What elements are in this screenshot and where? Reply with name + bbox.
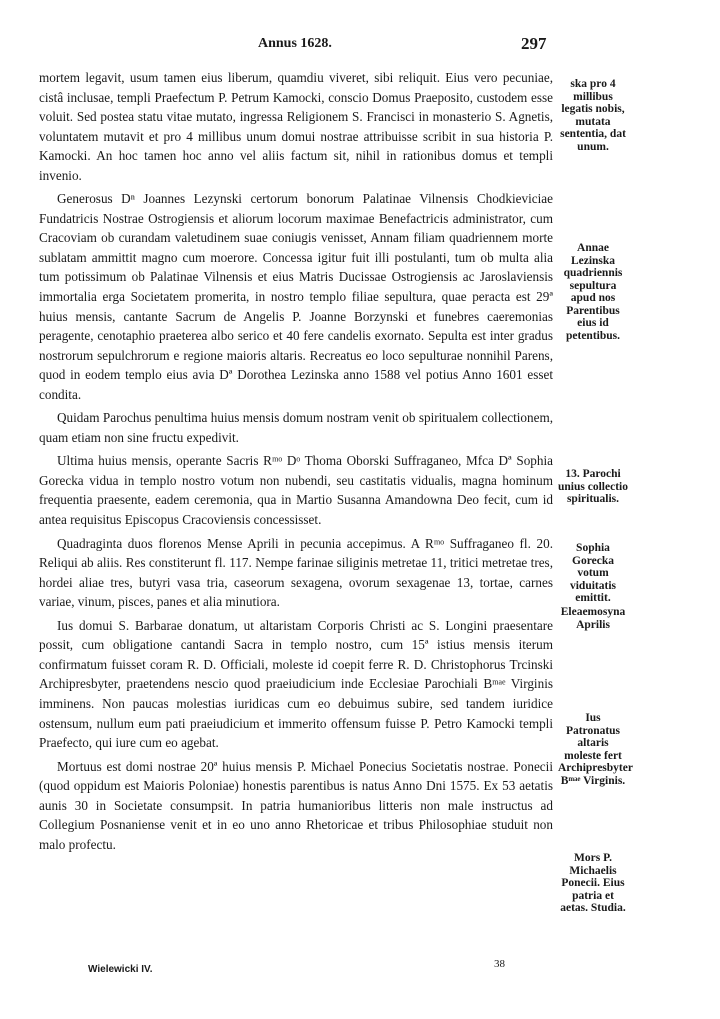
- margin-note-4: Sophia Gorecka votum viduitatis emittit.: [569, 542, 616, 604]
- footer-source: Wielewicki IV.: [88, 964, 153, 975]
- paragraph-1: mortem legavit, usum tamen eius liberum, quamdiu viveret, sibi reliquit. Eius vero pecuniae, cistâ inclusae, templi Praefectum P. Petrum Kamocki, conscio Domus Praeposito, custodem esse voluit. Sed postea statu vitae mutato, ingressa Religionem S. Francisci in monasterio S. Agnetis, voluntatem mutavit et pro 4 millibus unum domui nostrae attribuisse scribit in sua historia P. Kamocki. An hoc tamen hoc anno vel aliis factum sit, nihil in rationibus domus et templi invenio.: [39, 70, 553, 183]
- margin-note-1: ska pro 4 millibus legatis nobis, mutata sententia, dat unum.: [560, 78, 626, 153]
- paragraph-6: Ius domui S. Barbarae donatum, ut altaristam Corporis Christi ac S. Longini praesentare possit, cum obligatione cantandi Sacra in templo nostro, cum 15ª istius mensis iterum confirmatum fuisset coram R. D. Officiali, moleste id coepit ferre R. D. Christophorus Trcinski Archipresbyter, praetendens nescio quod praeiudicium inde Ecclesiae Parochiali Bᵐᵃᵉ Virginis imminens. Non paucas molestias iuridicas cum eo debuimus subire, sed tandem iuridice ostensum, nullum eum pati praeiudicium et immerito offensum fuisse P. Petro Kamocki templi Praefecto, qui iure cum eo agebat.: [39, 617, 553, 751]
- paragraph-4: Ultima huius mensis, operante Sacris Rᵐᵒ Dᵒ Thoma Oborski Suffraganeo, Mfca Dª Sophia Gorecka vidua in templo nostro votum non nubendi, seu castitatis vidualis, magna hominum frequentia praesente, eadem ceremonia, qua in Martio Susanna Amandowna Deo fecit, cum id antea requisitus Episcopus Cracoviensis concessisset.: [39, 453, 553, 528]
- margin-note-3: 13. Parochi unius collectio spiritualis.: [558, 468, 628, 505]
- body-text: [39, 68, 553, 858]
- margin-note-2: Annae Lezinska quadriennis sepultura apud nos Parentibus eius id petentibus.: [563, 242, 623, 342]
- margin-note-6: Ius Patronatus altaris moleste fert Archipresbyter Bᵐᵃᵉ Virginis.: [558, 712, 633, 787]
- running-title: Annus 1628.: [258, 36, 332, 51]
- paragraph-7: Mortuus est domi nostrae 20ª huius mensis P. Michael Ponecius Societatis nostrae. Ponecii (quod oppidum est Maioris Poloniae) honestis parentibus is natus Anno Dni 1575. Ex 53 aetatis aunis 30 in Societate consumpsit. In patria humanioribus litteris non male instructus ad Collegium Posnaniense venit et in eo uno anno Rhetoricae et tribus Philosophiae studuit non malo profectu.: [39, 758, 553, 852]
- running-head: [0, 36, 720, 56]
- paragraph-5: Quadraginta duos florenos Mense Aprili in pecunia accepimus. A Rᵐᵒ Suffraganeo fl. 20. Reliqui ab aliis. Res constiterunt fl. 117. Nempe farinae siliginis metretae 11, tritici metretae tres, hordei aliae tres, butyri vasa tria, caseorum sexagena, ovorum sexagenae 13, tortae, carnes variae, vinum, pisces, panes et alia minutiora.: [39, 535, 553, 610]
- margin-note-5: Eleaemosyna Aprilis: [560, 606, 626, 631]
- page-number: 297: [521, 34, 547, 53]
- margin-note-7: Mors P. Michaelis Ponecii. Eius patria et aetas. Studia.: [560, 852, 626, 914]
- paragraph-3: Quidam Parochus penultima huius mensis domum nostram venit ob spiritualem collectionem, quam etiam non sine fructu expedivit.: [39, 410, 553, 445]
- footer-signature: 38: [494, 958, 505, 970]
- paragraph-2: Generosus Dⁿ Joannes Lezynski certorum bonorum Palatinae Vilnensis Chodkieviciae Fundatricis Nostrae Ostrogiensis et aliorum locorum maximae Benefactricis administrator, cum Cracoviam ob curandam valetudinem suae coniugis venisset, Annam filiam quadriennem morte sublatam ammittit magno cum moerore. Concessa igitur fuit illi postulanti, tum ob multa alia tum potissimum ob Palatinae Vilnensis et eius Matris Ducissae Ostrogiensis ac Jaroslaviensis immortalia erga Societatem promerita, in nostro templo filiae sepultura, quae peracta est 29ª huius mensis, cantante Sacrum de Angelis P. Joanne Borzynski et funebres caeremonias peragente, cenotaphio praeterea albo serico et 40 fere candelis exornato. Sepulta est inter gradus nostrorum sepulchrorum e regione maioris altaris. Recreatus eo loco sepulturae nonnihil Parens, quod in eodem templo eius avia Dª Dorothea Lezinska anno 1588 vel potius Anno 1601 esset condita.: [39, 191, 553, 402]
